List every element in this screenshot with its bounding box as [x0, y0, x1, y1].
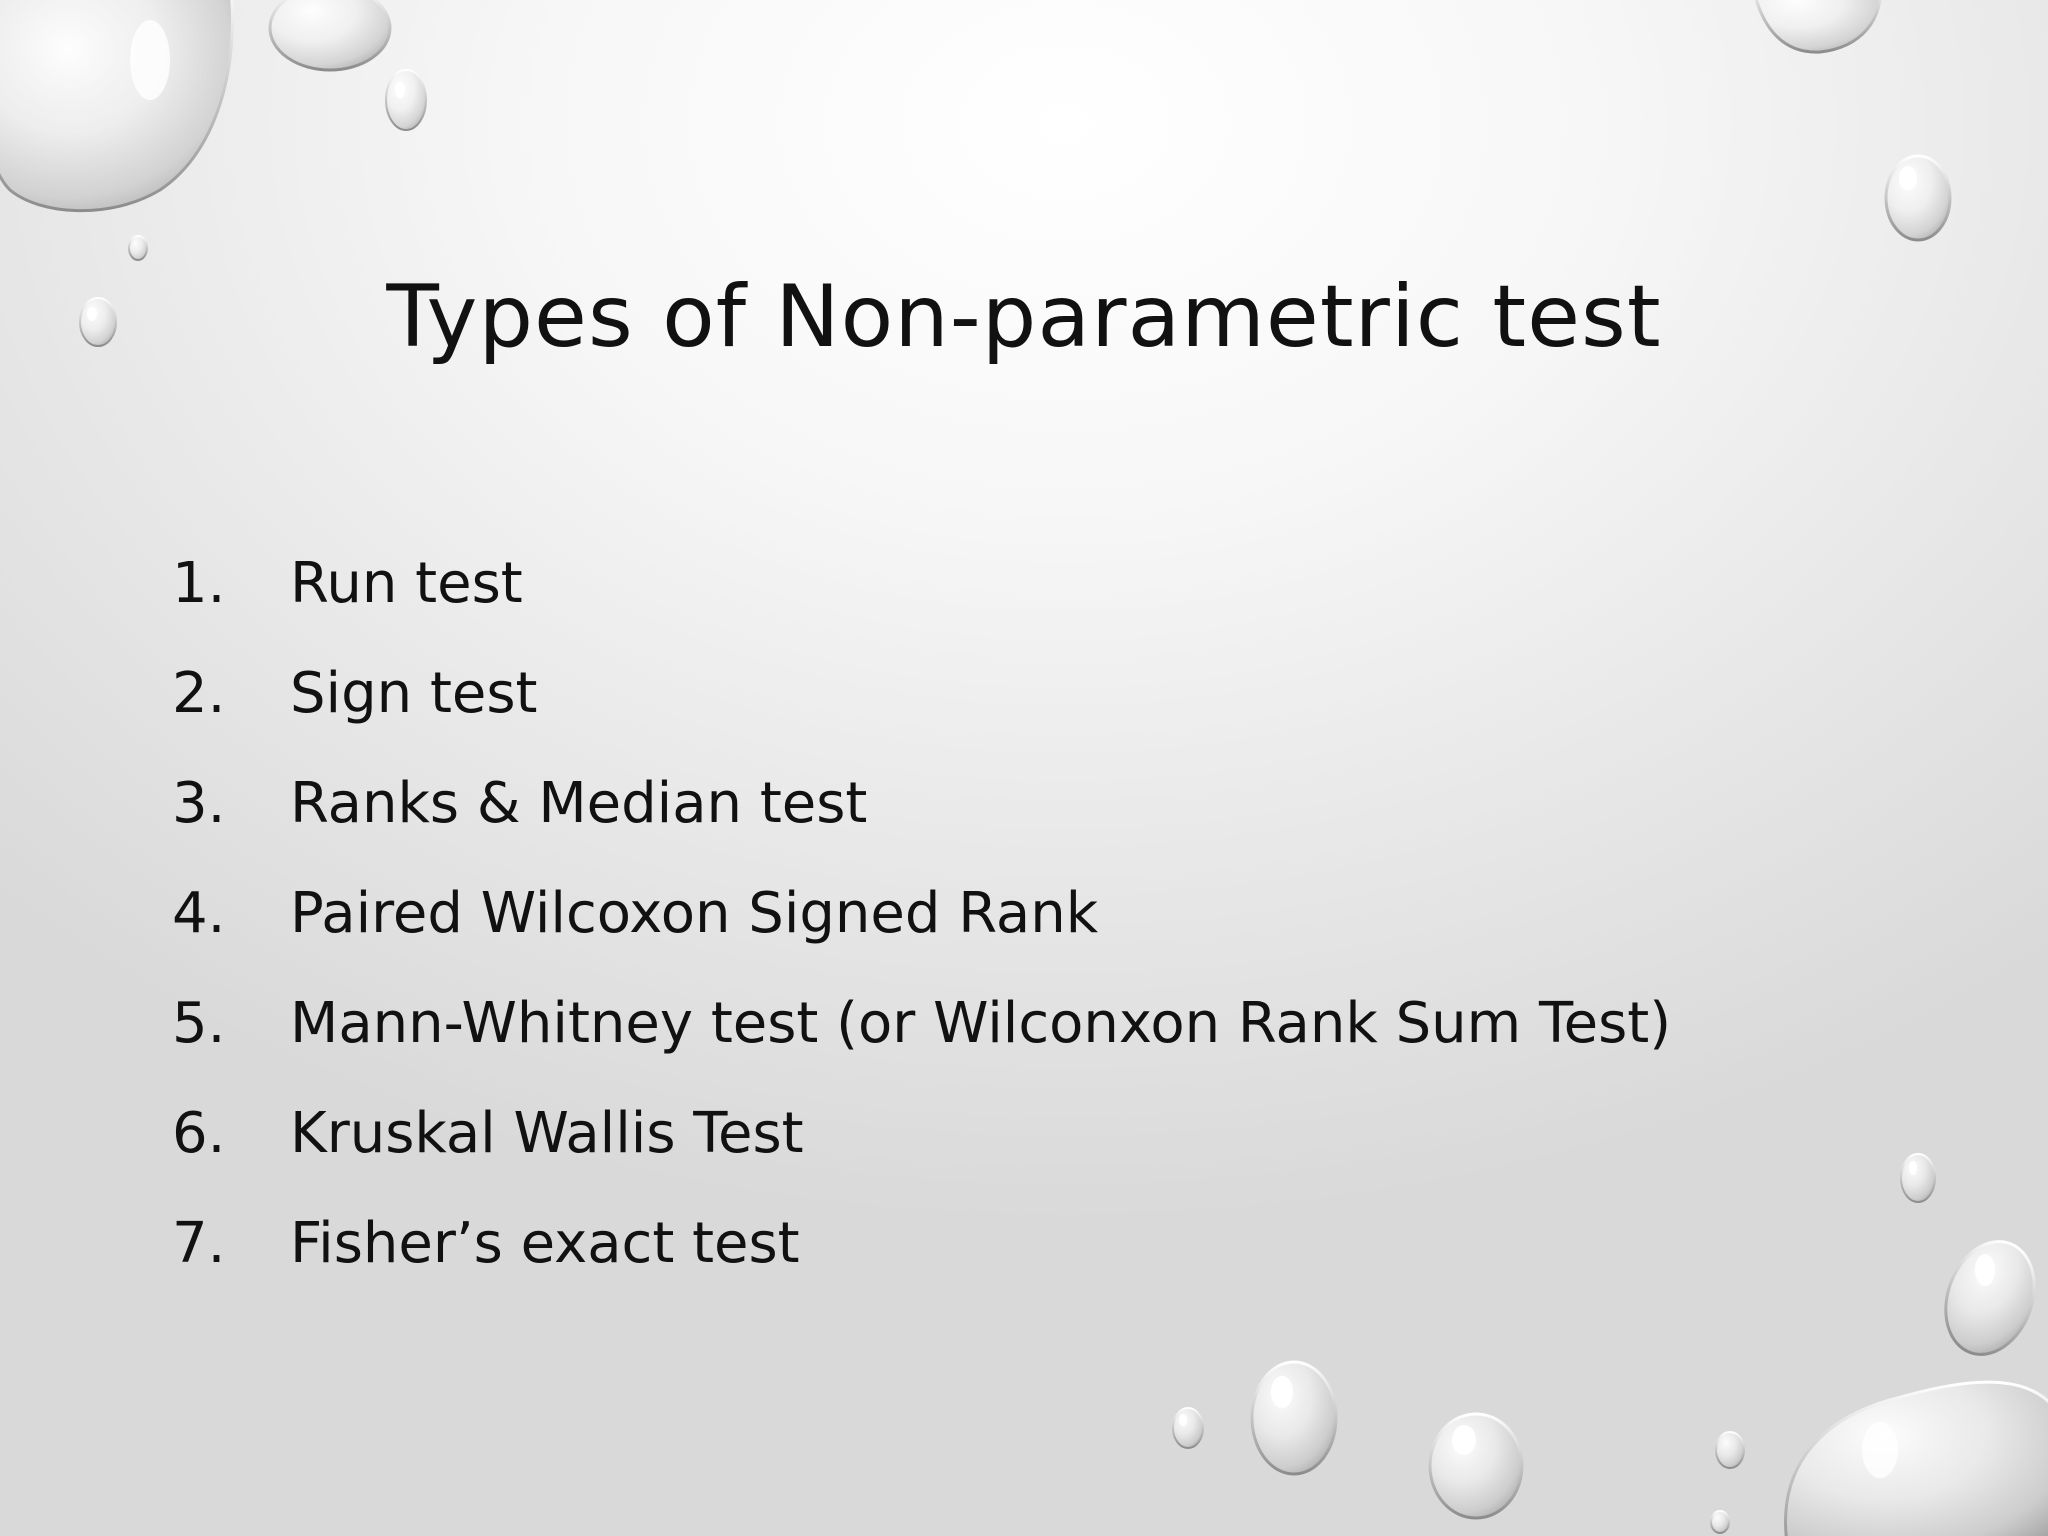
list-item-text: Mann-Whitney test (or Wilconxon Rank Sum Test) — [290, 991, 1672, 1056]
list-item-number: 3. — [172, 771, 226, 836]
list-item — [172, 548, 1671, 658]
drop-bottom-large — [1430, 1414, 1522, 1518]
list-item — [172, 1208, 1671, 1318]
drop-bottom-right-tiny-2 — [1711, 1511, 1729, 1533]
drop-top-left-medium — [270, 0, 390, 70]
list-item-number: 4. — [172, 881, 226, 946]
drop-top-left-small — [386, 70, 426, 130]
list-item-number: 2. — [172, 661, 226, 726]
drop-right-medium — [1931, 1229, 2048, 1367]
list-item — [172, 878, 1671, 988]
drop-top-right-medium — [1886, 156, 1950, 240]
drop-top-left-large — [0, 0, 232, 211]
slide-title: Types of Non-parametric test — [386, 267, 1662, 367]
list-item — [172, 658, 1671, 768]
list-item — [172, 768, 1671, 878]
drop-bottom-right-tiny-1 — [1716, 1432, 1744, 1468]
drop-left-tiny — [129, 236, 147, 260]
list-item-number: 7. — [172, 1211, 226, 1276]
list-item-text: Fisher’s exact test — [290, 1211, 800, 1276]
list-item-number: 1. — [172, 551, 226, 616]
list-item-text: Sign test — [290, 661, 538, 726]
test-types-list — [172, 548, 1671, 1318]
drop-top-right-large — [1752, 0, 1881, 52]
list-item-text: Kruskal Wallis Test — [290, 1101, 804, 1166]
list-item — [172, 988, 1671, 1098]
list-item-number: 6. — [172, 1101, 226, 1166]
list-item-text: Ranks & Median test — [290, 771, 868, 836]
drop-bottom-right-large — [1786, 1382, 2048, 1536]
list-item — [172, 1098, 1671, 1208]
drop-bottom-medium — [1252, 1362, 1336, 1474]
drop-bottom-tiny — [1173, 1408, 1203, 1448]
list-item-number: 5. — [172, 991, 226, 1056]
drop-right-small — [1901, 1154, 1935, 1202]
list-item-text: Run test — [290, 551, 523, 616]
list-item-text: Paired Wilcoxon Signed Rank — [290, 881, 1099, 946]
